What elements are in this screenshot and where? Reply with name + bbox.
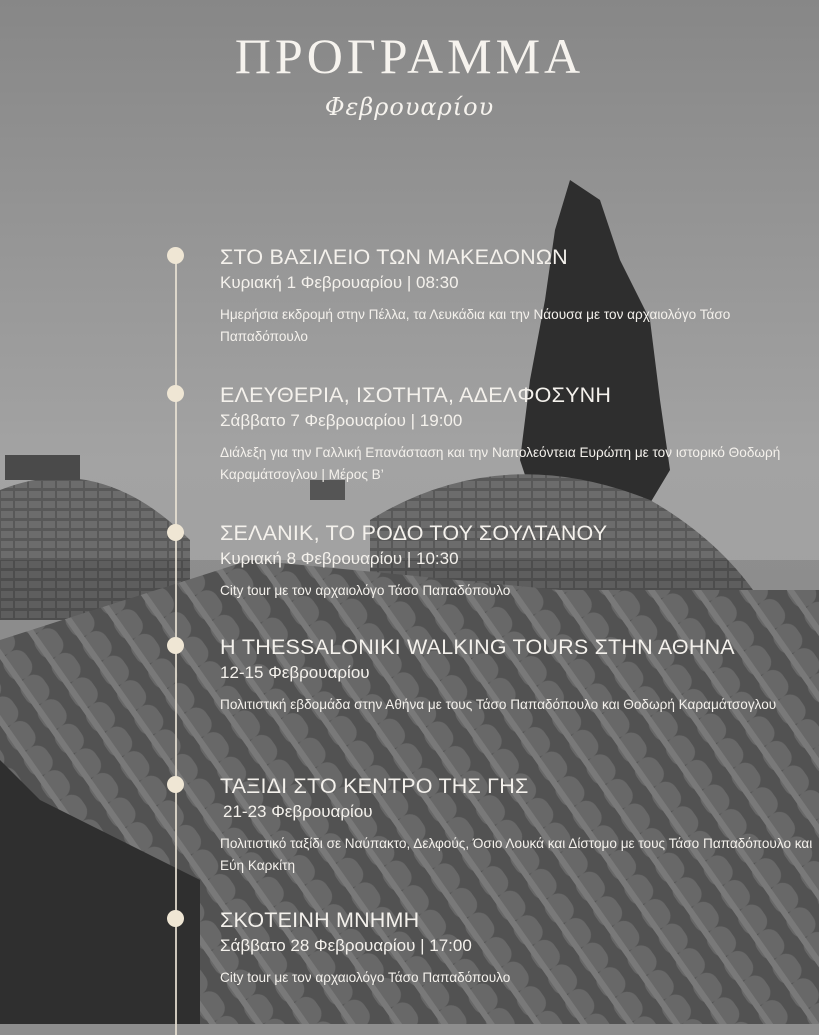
event-item [220,634,815,716]
event-item [220,773,815,877]
event-description: Διάλεξη για την Γαλλική Επανάσταση και την Ναπολεόντεια Ευρώπη με τον ιστορικό Θοδωρή Καραμάτσογλου | Μέρος Β’ [220,445,781,482]
timeline-dot [167,776,184,793]
event-description: Ημερήσια εκδρομή στην Πέλλα, τα Λευκάδια και την Νάουσα με τον αρχαιολόγο Τάσο Παπαδόπουλο [220,307,731,344]
page-subtitle: Φεβρουαρίου [324,93,495,121]
event-date: Σάββατο 28 Φεβρουαρίου | 17:00 [220,936,472,955]
event-description: Πολιτιστικό ταξίδι σε Ναύπακτο, Δελφούς, Όσιο Λουκά και Δίστομο με τους Τάσο Παπαδόπουλο και Εύη Καρκίτη [220,836,813,873]
event-description: City tour με τον αρχαιολόγο Τάσο Παπαδόπουλο [220,970,511,985]
event-title: Η THESSALONIKI WALKING TOURS ΣΤΗΝ ΑΘΗΝΑ [220,635,735,659]
timeline-dot [167,910,184,927]
event-item [220,520,815,602]
page-title: ΠΡΟΓΡΑΜΜΑ [234,28,585,84]
event-title: ΣΕΛΑΝΙΚ, ΤΟ ΡΟΔΟ ΤΟΥ ΣΟΥΛΤΑΝΟΥ [220,521,608,545]
event-item [220,244,815,348]
event-date: Σάββατο 7 Φεβρουαρίου | 19:00 [220,411,463,430]
event-date: Κυριακή 8 Φεβρουαρίου | 10:30 [220,549,459,568]
event-date: 21-23 Φεβρουαρίου [223,802,373,821]
timeline-dot [167,247,184,264]
event-description: Πολιτιστική εβδομάδα στην Αθήνα με τους Τάσο Παπαδόπουλο και Θοδωρή Καραμάτσογλου [220,697,777,712]
event-title: ΣΚΟΤΕΙΝΗ ΜΝΗΜΗ [220,908,420,932]
event-title: ΕΛΕΥΘΕΡΙΑ, ΙΣΟΤΗΤΑ, ΑΔΕΛΦΟΣΥΝΗ [220,383,612,407]
event-date: Κυριακή 1 Φεβρουαρίου | 08:30 [220,273,459,292]
event-title: ΤΑΞΙΔΙ ΣΤΟ ΚΕΝΤΡΟ ΤΗΣ ΓΗΣ [220,774,529,798]
event-description: City tour με τον αρχαιολόγο Τάσο Παπαδόπουλο [220,583,511,598]
event-item [220,907,815,989]
event-date: 12-15 Φεβρουαρίου [220,663,370,682]
timeline-dot [167,385,184,402]
timeline-dot [167,524,184,541]
event-item [220,382,815,486]
event-title: ΣΤΟ ΒΑΣΙΛΕΙΟ ΤΩΝ ΜΑΚΕΔΟΝΩΝ [220,245,568,269]
timeline-dot [167,637,184,654]
